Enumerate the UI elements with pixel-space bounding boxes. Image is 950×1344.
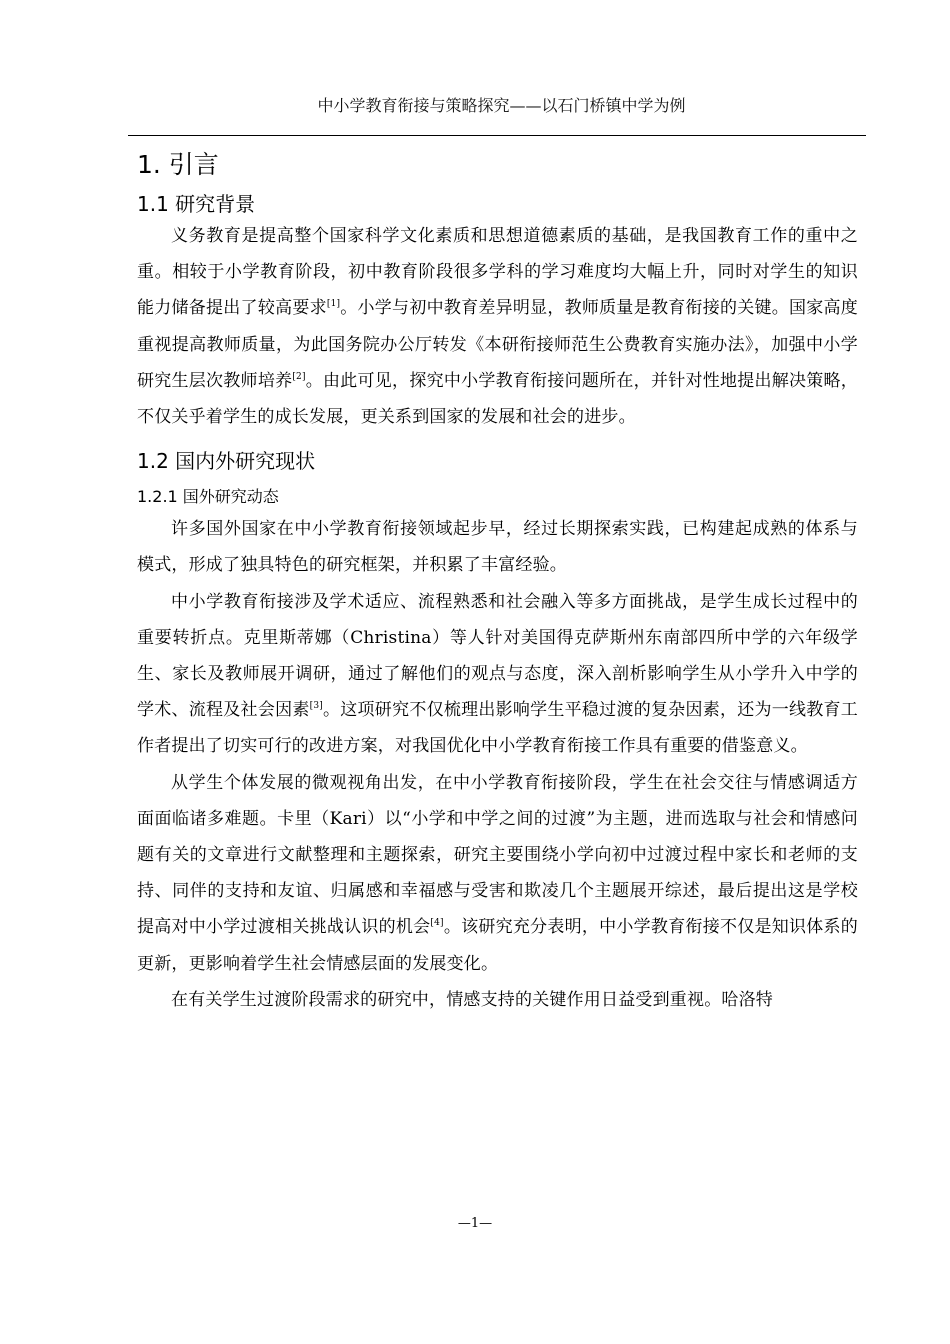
citation-ref: [2] [292,371,306,382]
section-heading-1-2-1: 1.2.1 国外研究动态 [137,487,279,507]
paragraph-foreign-overview: 许多国外国家在中小学教育衔接领域起步早，经过长期探索实践，已构建起成熟的体系与模式，形成了独具特色的研究框架，并积累了丰富经验。 [137,519,858,576]
running-header: 中小学教育衔接与策略探究——以石门桥镇中学为例 [317,96,686,115]
paragraph-text: 。这项研究不仅梳理出影响学生平稳过渡的复杂因素，还为一线教育工作者提出了切实可行的改进方案，对我国优化中小学教育衔接工作具有重要的借鉴意义。 [137,700,859,757]
header-rule [128,135,866,136]
citation-ref: [3] [309,701,323,712]
section-heading-1-1: 1.1 研究背景 [137,192,256,216]
paragraph-text: 义务教育是提高整个国家科学文化素质和思想道德素质的基础，是我国教育工作的重中之重。相较于小学教育阶段，初中教育阶段很多学科的学习难度均大幅上升，同时对学生的知识能力储备提出了较高要求 [137,226,858,319]
paragraph-research-background [137,218,858,435]
citation-ref: [1] [326,299,341,310]
paragraph-kari-study [137,765,858,982]
section-heading-1: 1. 引言 [137,150,219,179]
page-number: —1— [457,1216,493,1231]
paragraph-text: 。小学与初中教育差异明显，教师质量是教育衔接的关键。国家高度重视提高教师质量，为此国务院办公厅转发《本研衔接师范生公费教育实施办法》，加强中小学研究生层次教师培养 [137,298,859,391]
paragraph-text: 从学生个体发展的微观视角出发，在中小学教育衔接阶段，学生在社会交往与情感调适方面面临诸多难题。卡里（Kari）以“小学和中学之间的过渡”为主题，进而选取与社会和情感问题有关的文章进行文献整理和主题探索，研究主要围绕小学向初中过渡过程中家长和老师的支持、同伴的支持和友谊、归属感和幸福感与受害和欺凌几个主题展开综述，最后提出这是学校提高对中小学过渡相关挑战认识的机会 [137,772,858,938]
section-heading-1-2: 1.2 国内外研究现状 [137,449,316,474]
paragraph-christina-study [137,584,858,765]
paragraph-text: 中小学教育衔接涉及学术适应、流程熟悉和社会融入等多方面挑战，是学生成长过程中的重要转折点。克里斯蒂娜（Christina）等人针对美国得克萨斯州东南部四所中学的六年级学生、家长及教师展开调研，通过了解他们的观点与态度，深入剖析影响学生从小学升入中学的学术、流程及社会因素 [137,591,858,721]
paragraph-text: 。该研究充分表明，中小学教育衔接不仅是知识体系的更新，更影响着学生社会情感层面的发展变化。 [137,917,858,974]
paragraph-text: 。由此可见，探究中小学教育衔接问题所在，并针对性地提出解决策略，不仅关乎着学生的成长发展，更关系到国家的发展和社会的进步。 [137,370,858,428]
paragraph-emotional-support: 在有关学生过渡阶段需求的研究中，情感支持的关键作用日益受到重视。哈洛特 [171,989,773,1010]
document-body [137,148,858,1018]
citation-ref: [4] [430,918,444,929]
